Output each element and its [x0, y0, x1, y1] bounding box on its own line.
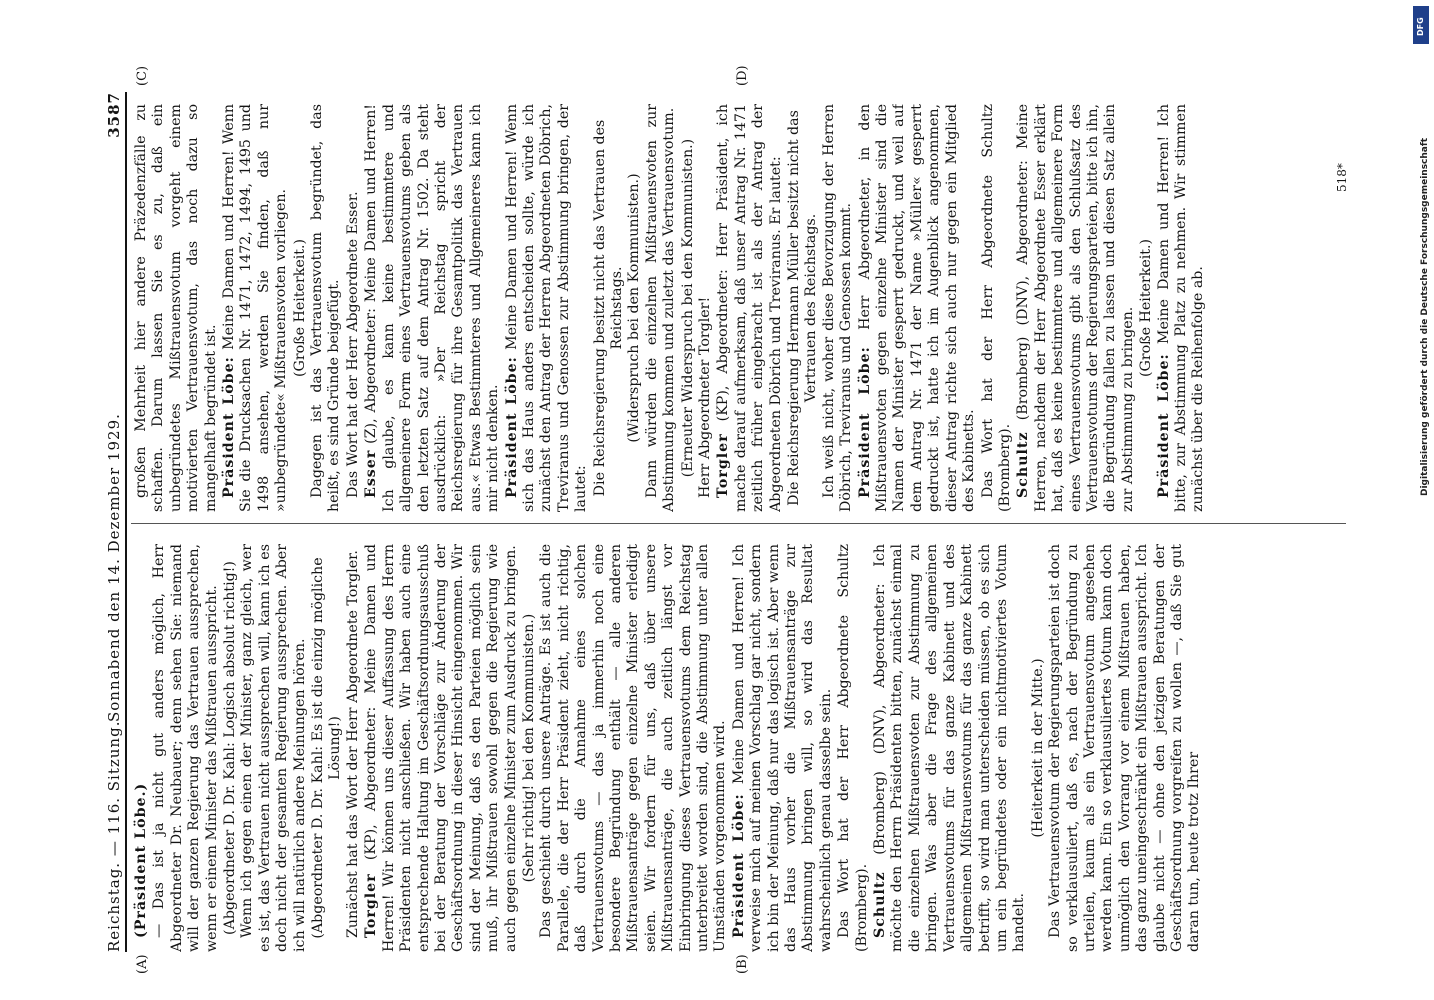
interjection: [680, 104, 697, 512]
header-session: Reichstag. — 116. Sitzung.: [105, 720, 123, 952]
interjection-text: (Widerspruch bei den Kommunisten.): [626, 173, 643, 443]
paragraph: [309, 104, 344, 512]
paragraph: [239, 544, 309, 952]
interjection-text: (Große Heiterkeit.): [291, 238, 308, 378]
margin-letter-b: (B): [735, 954, 750, 974]
paragraph-text: (KP), Abgeordneter: Herr Präsident, ich mache darauf aufmerksam, daß unser Antrag Nr. 1471 zeitlich früher eingebracht ist als der Antrag der Abgeordneten Döbrich und Treviranus. Er lautet:: [715, 104, 784, 512]
interjection: [310, 544, 345, 952]
speaker-name: Präsident Löbe:: [856, 346, 873, 498]
paragraph: [980, 104, 1015, 512]
interjection: [786, 104, 821, 512]
paragraph-text: (Z), Abgeordneter: Meine Damen und Herren! Ich glaube, es kann keine bestimmtere und allgemeinere Form eines Vertrauensvotums geben als den letzten Satz auf dem Antrag Nr. 1502. Da steht ausdrücklich: »Der Reichstag spricht der Reichsregierung für ihre Gesamtpolitik das Vertrauen aus.« Etwas Bestimmteres und Allgemeineres kann ich mir nicht denken.: [363, 104, 502, 512]
paragraph: [345, 104, 362, 512]
speaker-name: Schultz: [1015, 431, 1032, 498]
interjection: [1138, 104, 1155, 512]
paragraph-text: Meine Damen und Herren! Wenn sich das Haus anders entscheiden sollte, würde ich zunächst den Antrag der Herren Abgeordneten Döbrich, Treviranus und Genossen zur Abstimmung bringen, der lautet:: [503, 104, 590, 512]
interjection-text: Die Reichsregierung Hermann Müller besitzt nicht das Vertrauen des Reichstags.: [786, 110, 820, 506]
speech-paragraph: [731, 544, 835, 952]
paragraph-text: (Bromberg) (DNV), Abgeordneter: Meine Herren, nachdem der Herr Abgeordnete Esser erklärt hat, daß es keine bestimmtere und allgemeinere Form eines Vertrauensvotums gibt als den Schlußsatz des Vertrauensvotums der Regierungsparteien, bitte ich ihn, die Begründung fallen zu lassen und diesen Satz allein zur Abstimmung zu bringen.: [1015, 104, 1136, 512]
interjection: [592, 104, 627, 512]
paragraph-text: (KP), Abgeordneter: Meine Damen und Herren! Wir können uns dieser Auffassung des Herrn Präsidenten nicht anschließen. Wir haben auch eine entsprechende Haltung im Geschäftsordnungsausschuß bei der Beratung der Vorschläge zur Änderung der Geschäftsordnung in dieser Hinsicht eingenommen. Wir sind der Meinung, daß es den Parteien möglich sein muß, ihr Mißtrauen sowohl gegen die Regierung wie auch gegen einzelne Minister zum Ausdruck zu bringen.: [363, 544, 519, 952]
speaker-name: Präsident Löbe:: [730, 793, 747, 938]
interjection-text: (Abgeordneter D. Dr. Kahl: Es ist die einzig mögliche Lösung!): [310, 557, 344, 939]
paragraph-text: Das Wort hat der Herr Abgeordnete Schultz (Bromberg).: [979, 104, 1013, 512]
speaker-name: Schultz: [872, 871, 889, 938]
paragraph: [345, 544, 362, 952]
paragraph: [697, 104, 714, 512]
interjection: [1030, 544, 1047, 952]
speech-paragraph: [363, 544, 520, 952]
paragraph-text: Das Vertrauensvotum der Regierungsparteien ist doch so verklausuliert, daß es, nach der Begründung zu urteilen, kaum als ein Vertrauensvotum angesehen werden kann. Ein so verklausuliertes Votum kann doch unmöglich den Vorrang vor einem Mißtrauen haben, das ganz uneingeschränkt ein Mißtrauen ausspricht. Ich glaube nicht — ohne den jetzigen Beratungen der Geschäftsordnung vorgreifen zu wollen —, daß Sie gut daran tun, heute trotz Ihrer: [1047, 544, 1203, 952]
speech-paragraph: [133, 544, 150, 952]
interjection-text: (Erneuter Widerspruch bei den Kommunisten.): [679, 138, 696, 478]
paragraph-text: Ich weiß nicht, woher diese Bevorzugung der Herren Döbrich, Treviranus und Genossen kommt.: [820, 104, 855, 512]
paragraph-text: Das Wort hat der Herr Abgeordnete Schultz (Bromberg).: [836, 544, 870, 952]
right-column: [133, 104, 1373, 512]
paragraph-text: Meine Damen und Herren! Ich bitte, zur Abstimmung Platz zu nehmen. Wir stimmen zunächst über die Reihenfolge ab.: [1155, 104, 1207, 512]
interjection-text: (Sehr richtig! bei den Kommunisten.): [520, 613, 537, 883]
header-page-number: 3587: [105, 92, 123, 138]
paragraph: [151, 544, 221, 952]
interjection-text: Die Reichsregierung besitzt nicht das Vertrauen des Reichstags.: [591, 119, 625, 497]
interjection: [292, 104, 309, 512]
speaker-name: Präsident Löbe:: [1155, 353, 1172, 498]
margin-letter-a: (A): [135, 954, 150, 974]
interjection-text: (Heiterkeit in der Mitte.): [1029, 658, 1046, 838]
column-divider: [131, 523, 1346, 524]
speech-paragraph: [857, 104, 979, 512]
speaker-name: Präsident Löbe:: [503, 356, 520, 498]
paragraph-text: Meine Damen und Herren! Wenn Sie die Drucksachen Nr. 1471, 1472, 1494, 1495 und 1498 ansehen, werden Sie finden, daß nur »unbegründete« Mißtrauensvoten vorliegen.: [221, 104, 290, 512]
paragraph-text: Zunächst hat das Wort der Herr Abgeordnete Torgler.: [344, 550, 361, 938]
header-rule: [125, 92, 127, 952]
interjection: [626, 104, 643, 512]
speech-paragraph: [221, 104, 291, 512]
speaker-name: (Präsident Löbe.): [133, 782, 149, 938]
margin-letter-c: (C): [135, 65, 150, 86]
paragraph: [644, 104, 679, 512]
paragraph: [133, 104, 220, 512]
paragraph: [1047, 544, 1204, 952]
speech-paragraph: [1156, 104, 1208, 512]
paragraph-text: Wenn ich gegen einen der Minister, ganz gleich, wer es ist, das Vertrauen nicht aussprechen will, kann ich es doch nicht der gesamten Regierung aussprechen. Aber ich will natürlich andere Meinungen hören.: [239, 544, 308, 952]
speaker-name: Torgler: [715, 433, 732, 498]
page-header: [103, 92, 125, 952]
paragraph-text: (Bromberg) (DNV), Abgeordneter: Ich möchte den Herrn Präsidenten bitten, zunächst einmal die einzelnen Mißtrauensvoten zur Abstimmung zu bringen. Was aber die Frage des allgemeinen Vertrauensvotums für das ganze Kabinett und des allgemeinen Mißtrauensvotums für das ganze Kabinett betrifft, so wird man unterscheiden müssen, ob es sich um ein begründetes oder ein nichtmotiviertes Votum handelt.: [872, 544, 1028, 952]
digitization-credit-text: Digitalisierung gefördert durch die Deutsche Forschungsgemeinschaft: [1420, 137, 1430, 496]
paragraph-text: Dagegen ist das Vertrauensvotum begründet, das heißt, es sind Gründe beigefügt.: [309, 104, 343, 512]
paragraph-text: Herr Abgeordneter Torgler!: [697, 296, 713, 498]
paragraph: [821, 104, 856, 512]
left-column: [133, 544, 1373, 952]
margin-letter-d: (D): [735, 65, 750, 86]
paragraph-text: großen Mehrheit hier andere Präzedenzfälle zu schaffen. Darum lassen Sie es zu, daß ein unbegründetes Mißtrauensvotum vorgeht einem motivierten Vertrauensvotum, das noch dazu so mangelhaft begründet ist.: [133, 104, 219, 512]
speech-paragraph: [872, 544, 1029, 952]
header-date: Sonnabend den 14. Dezember 1929.: [105, 413, 123, 722]
paragraph-text: — Das ist ja nicht gut anders möglich, Herr Abgeordneter Dr. Neubauer; denn sehen Sie: niemand will der ganzen Regierung das Vertrauen aussprechen, wenn er einem Minister das Mißtrauen ausspricht.: [151, 544, 220, 952]
interjection: [521, 544, 538, 952]
dfg-logo-text: DFG: [1416, 17, 1425, 36]
speaker-name: Präsident Löbe:: [221, 356, 238, 498]
speech-paragraph: [715, 104, 785, 512]
speech-paragraph: [363, 104, 502, 512]
footer-number: 518*: [1335, 163, 1349, 192]
interjection-text: (Große Heiterkeit.): [1138, 238, 1155, 378]
paragraph-text: Meine Damen und Herren! Ich verweise mich auf meinen Vorschlag gar nicht, sondern ich bin der Meinung, daß nur das logisch ist. Aber wenn das Haus vorher die Mißtrauensanträge zur Abstimmung bringen will, so wird das Resultat wahrscheinlich genau dasselbe sein.: [730, 544, 834, 952]
interjection-text: (Abgeordneter D. Dr. Kahl: Logisch absolut richtig!): [222, 561, 239, 935]
speaker-name: Esser: [363, 449, 380, 498]
paragraph-text: Das geschieht durch unsere Anträge. Es ist auch die Parallele, die der Herr Präsident zieht, nicht richtig, daß durch die Annahme eines solchen Vertrauensvotums — das ja immerhin noch eine besondere Begründung enthält — alle anderen Mißtrauensanträge gegen einzelne Minister erledigt seien. Wir fordern für uns, daß über unsere Mißtrauensanträge, die auch zeitlich längst vor Einbringung dieses Vertrauensvotums dem Reichstag unterbreitet worden sind, die Abstimmung unter allen Umständen vorgenommen wird.: [538, 544, 729, 952]
paragraph-text: Herr Abgeordneter, in den Mißtrauensvoten gegen einzelne Minister sind die Namen der Minister gesperrt gedruckt, und weil auf dem Antrag Nr. 1471 der Name »Müller« gesperrt gedruckt ist, hatte ich im Augenblick angenommen, dieser Antrag richte sich auch nur gegen ein Mitglied des Kabinetts.: [856, 104, 978, 512]
paragraph: [538, 544, 729, 952]
speech-paragraph: [504, 104, 591, 512]
speech-paragraph: [1015, 104, 1137, 512]
paragraph-text: Das Wort hat der Herr Abgeordnete Esser.: [344, 191, 361, 498]
paragraph-text: Dann würden die einzelnen Mißtrauensvoten zur Abstimmung kommen und zuletzt das Vertrauensvotum.: [643, 104, 678, 512]
speaker-name: Torgler: [363, 873, 380, 938]
dfg-logo: [1413, 6, 1429, 44]
paragraph: [836, 544, 871, 952]
rotated-document-page: [103, 65, 1383, 974]
interjection: [222, 544, 239, 952]
